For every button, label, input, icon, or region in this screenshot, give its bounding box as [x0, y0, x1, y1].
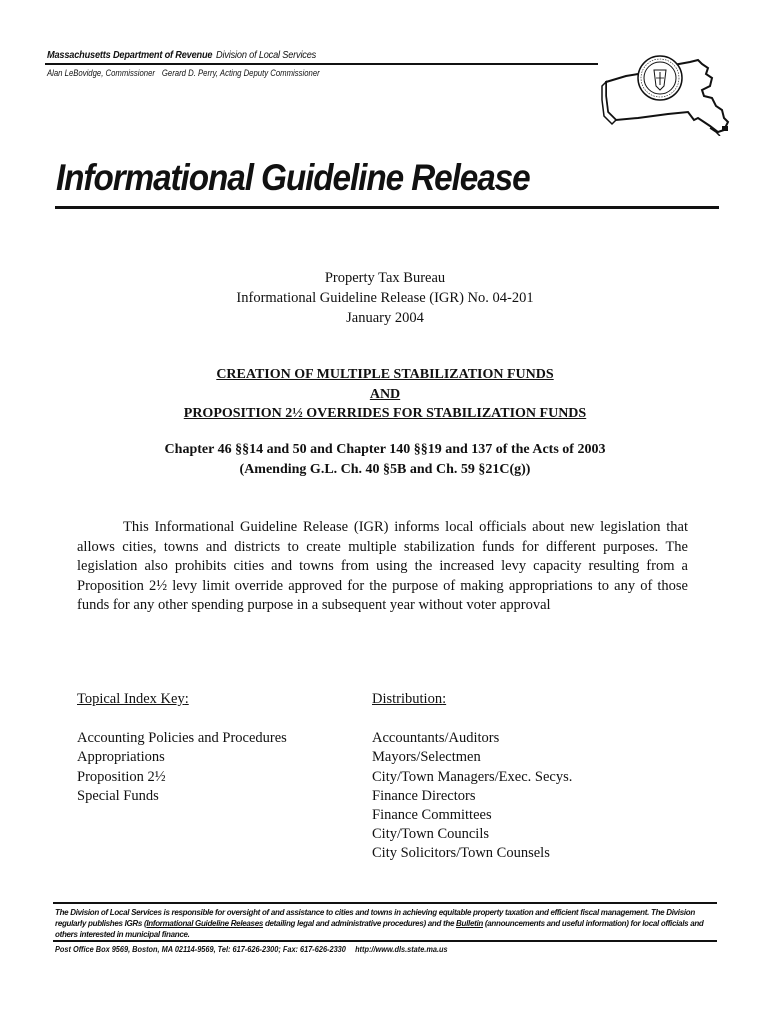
topical-index-section [77, 690, 287, 806]
website-link[interactable]: http://www.dls.state.ma.us [355, 945, 448, 954]
heading-colon: : [442, 691, 447, 707]
topical-index-label: Topical Index Key [77, 691, 185, 707]
heading-line-1: CREATION OF MULTIPLE STABILIZATION FUNDS [216, 367, 554, 382]
footer-address: Post Office Box 9569, Boston, MA 02114-9569, Tel: 617-626-2300; Fax: 617-626-2330 [55, 945, 346, 954]
distribution-label: Distribution [372, 691, 443, 707]
heading-colon: : [184, 691, 189, 707]
bureau-name: Property Tax Bureau [324, 270, 446, 286]
intro-paragraph: This Informational Guideline Release (IGR) informs local officials about new legislation that allows cities, towns and districts to create multiple stabilization funds for different purposes. The legislation also prohibits cities and towns from using the increased levy capacity resulting from a Proposition 2½ levy limit override approved for the purpose of making appropriations to any of those funds for any other spending purpose in a subsequent year without voter approval [77, 519, 688, 613]
list-item: Proposition 2½ [77, 768, 166, 785]
list-item: City/Town Managers/Exec. Secys. [372, 768, 573, 785]
footer-text-c: (announcements and useful information) for local officials and others interested in municipal finance. [55, 919, 704, 939]
list-item: City/Town Councils [372, 826, 490, 843]
list-item: Accounting Policies and Procedures [77, 730, 287, 747]
heading-line-3: PROPOSITION 2½ OVERRIDES FOR STABILIZATION FUNDS [183, 406, 587, 421]
division-name: Division of Local Services [216, 50, 317, 61]
citation-line-2: (Amending G.L. Ch. 40 §5B and Ch. 59 §21C(g)) [239, 462, 531, 477]
list-item: Appropriations [77, 749, 165, 766]
release-number: Informational Guideline Release (IGR) No. 04-201 [236, 290, 534, 306]
agency-header [47, 50, 316, 61]
officials-line [47, 68, 320, 78]
deputy-commissioner-name: Gerard D. Perry, Acting Deputy Commissioner [161, 68, 320, 78]
commissioner-name: Alan LeBovidge, Commissioner [47, 68, 155, 78]
distribution-list [372, 729, 572, 863]
list-item: Accountants/Auditors [372, 730, 500, 747]
massachusetts-seal-map-icon [598, 52, 730, 136]
footer-description [55, 907, 715, 940]
document-title: Informational Guideline Release [56, 157, 530, 198]
list-item: Finance Committees [372, 807, 492, 824]
release-info [0, 268, 770, 328]
heading-line-2: AND [369, 386, 401, 402]
footer-text-b: detailing legal and administrative procedures) and the [263, 919, 457, 928]
agency-name: Massachusetts Department of Revenue [47, 50, 213, 61]
topical-index-heading [77, 690, 287, 709]
list-item: Finance Directors [372, 787, 476, 804]
footer-contact [55, 945, 448, 954]
header-rule [45, 63, 598, 65]
distribution-section [372, 690, 572, 864]
release-heading [0, 365, 770, 424]
list-item: City Solicitors/Town Counsels [372, 845, 550, 862]
release-date: January 2004 [346, 310, 424, 326]
title-rule [55, 206, 719, 209]
statute-citations [0, 440, 770, 480]
footer-rule-top [53, 902, 717, 904]
topical-index-list [77, 729, 287, 806]
bulletin-link[interactable]: Bulletin [456, 919, 483, 928]
footer-text-a: The Division of Local Services is responsible for oversight of and assistance to cities and towns in achieving equitable property taxation and efficient fiscal management. The Division regularly publishes IGRs ( [55, 908, 695, 928]
list-item: Special Funds [77, 787, 159, 804]
distribution-heading [372, 690, 572, 709]
list-item: Mayors/Selectmen [372, 749, 481, 766]
footer-rule-bottom [53, 940, 717, 942]
igr-link[interactable]: Informational Guideline Releases [146, 919, 264, 928]
citation-line-1: Chapter 46 §§14 and 50 and Chapter 140 §§19 and 137 of the Acts of 2003 [164, 442, 606, 457]
